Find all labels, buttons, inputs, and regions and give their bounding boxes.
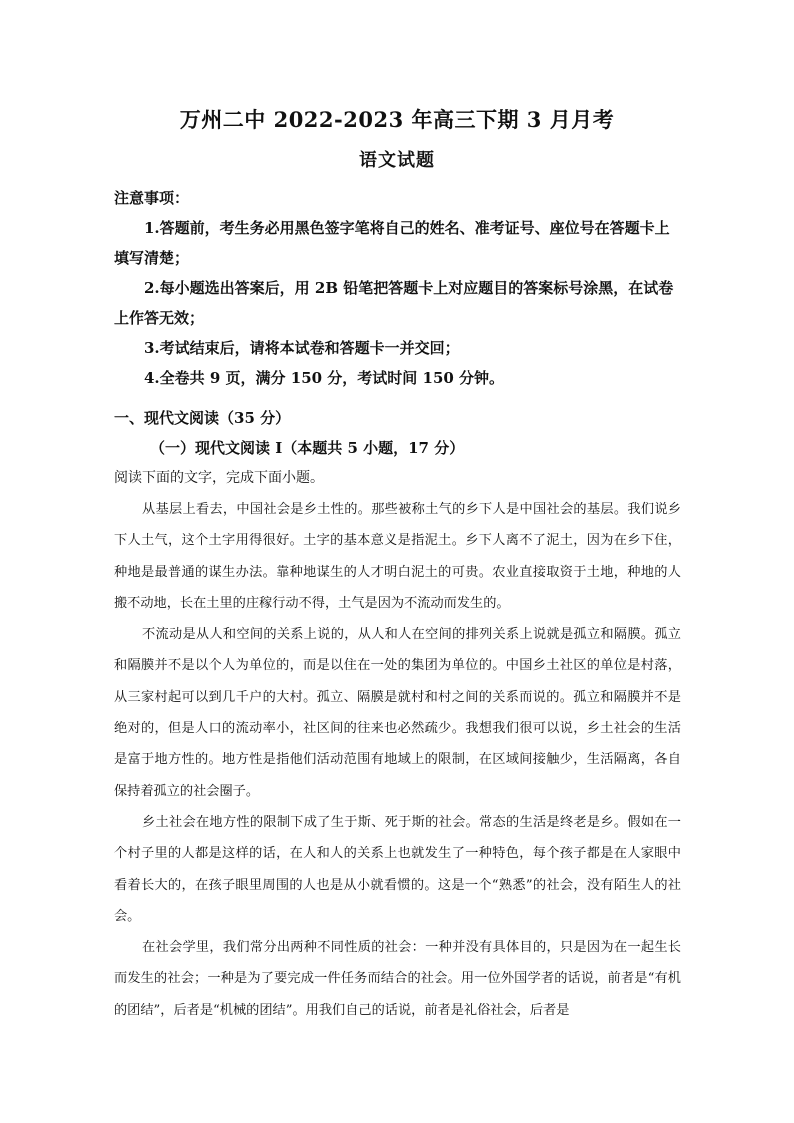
notes-heading: 注意事项： [114,189,190,207]
note-item-4: 4.全卷共 9 页，满分 150 分，考试时间 150 分钟。 [144,369,505,387]
section-heading: 一、现代文阅读（35 分） [114,409,291,427]
reading-instruction: 阅读下面的文字，完成下面小题。 [114,470,324,486]
note-item-2: 2.每小题选出答案后，用 2B 铅笔把答题卡上对应题目的答案标号涂黑，在试卷上作答无效； [114,279,674,327]
subsection-heading: （一）现代文阅读 I（本题共 5 小题，17 分） [150,439,465,457]
note-item-3: 3.考试结束后，请将本试卷和答题卡一并交回； [144,339,460,357]
passage-paragraph-1: 从基层上看去，中国社会是乡土性的。那些被称土气的乡下人是中国社会的基层。我们说乡下人土气，这个土字用得很好。土字的基本意义是指泥土。乡下人离不了泥土，因为在乡下住，种地是最普通的谋生办法。靠种地谋生的人才明白泥土的可贵。农业直接取资于土地，种地的人搬不动地，长在土里的庄稼行动不得，土气是因为不流动而发生的。 [114,502,681,611]
passage-paragraph-2: 不流动是从人和空间的关系上说的，从人和人在空间的排列关系上说就是孤立和隔膜。孤立和隔膜并不是以个人为单位的，而是以住在一处的集团为单位的。中国乡土社区的单位是村落，从三家村起可以到几千户的大村。孤立、隔膜是就村和村之间的关系而说的。孤立和隔膜并不是绝对的，但是人口的流动率小，社区间的往来也必然疏少。我想我们很可以说，乡土社会的生活是富于地方性的。地方性是指他们活动范围有地域上的限制，在区域间接触少，生活隔离，各自保持着孤立的社会圈子。 [114,627,681,799]
exam-subtitle: 语文试题 [359,150,435,171]
reading-passage [114,494,681,1026]
exam-title: 万州二中 2022-2023 年高三下期 3 月月考 [179,107,615,132]
passage-paragraph-4: 在社会学里，我们常分出两种不同性质的社会：一种并没有具体目的，只是因为在一起生长而发生的社会；一种是为了要完成一件任务而结合的社会。用一位外国学者的话说，前者是“有机的团结”，后者是“机械的团结”。用我们自己的话说，前者是礼俗社会，后者是 [114,940,681,1018]
note-item-1: 1.答题前，考生务必用黑色签字笔将自己的姓名、准考证号、座位号在答题卡上填写清楚； [114,219,670,267]
passage-paragraph-3: 乡土社会在地方性的限制下成了生于斯、死于斯的社会。常态的生活是终老是乡。假如在一个村子里的人都是这样的话，在人和人的关系上也就发生了一种特色，每个孩子都是在人家眼中看着长大的，在孩子眼里周围的人也是从小就看惯的。这是一个“熟悉”的社会，没有陌生人的社会。 [114,814,681,924]
notes-section [114,183,684,393]
